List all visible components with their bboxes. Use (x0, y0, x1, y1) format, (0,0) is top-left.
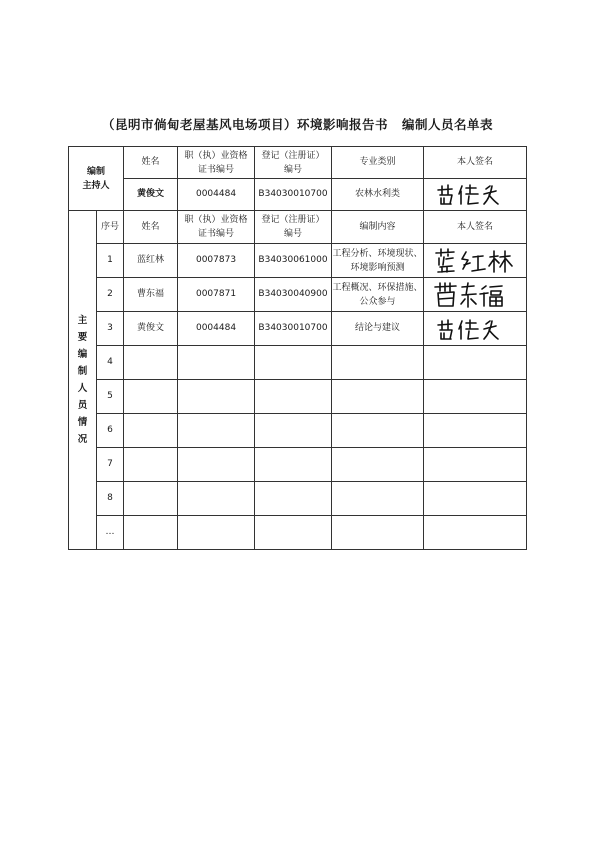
row-reg (255, 448, 332, 482)
row-signature (424, 244, 527, 278)
staff-table (68, 146, 527, 550)
row-seq: 8 (97, 482, 124, 516)
row-reg: B34030061000 (255, 244, 332, 278)
host-header-row (69, 147, 527, 179)
row-content (332, 346, 424, 380)
row-cert (178, 380, 255, 414)
project-title: （昆明市倘甸老屋基风电场项目）环境影响报告书 (101, 117, 388, 132)
row-reg (255, 414, 332, 448)
row-signature (424, 482, 527, 516)
row-name: 蓝红林 (124, 244, 178, 278)
row-content: 工程概况、环保措施、 公众参与 (332, 278, 424, 312)
row-seq: 3 (97, 312, 124, 346)
row-cert (178, 414, 255, 448)
host-section-label: 编制 主持人 (69, 147, 124, 211)
row-cert: 0007873 (178, 244, 255, 278)
row-reg (255, 482, 332, 516)
row-seq: 4 (97, 346, 124, 380)
table-row (69, 380, 527, 414)
row-seq: 5 (97, 380, 124, 414)
row-name (124, 414, 178, 448)
table-row (69, 346, 527, 380)
row-cert (178, 516, 255, 550)
row-seq: 2 (97, 278, 124, 312)
row-name (124, 346, 178, 380)
staff-header-seq: 序号 (97, 211, 124, 244)
host-header-reg: 登记（注册证） 编号 (255, 147, 332, 179)
row-name (124, 482, 178, 516)
table-name: 编制人员名单表 (402, 117, 494, 132)
row-name (124, 448, 178, 482)
row-content (332, 516, 424, 550)
row-content (332, 414, 424, 448)
table-row (69, 516, 527, 550)
row-cert: 0007871 (178, 278, 255, 312)
row-name: 曹东福 (124, 278, 178, 312)
row-signature (424, 278, 527, 312)
staff-header-signature: 本人签名 (424, 211, 527, 244)
row-signature (424, 448, 527, 482)
row-signature (424, 346, 527, 380)
row-cert (178, 482, 255, 516)
table-row (69, 448, 527, 482)
row-content (332, 380, 424, 414)
table-row (69, 414, 527, 448)
host-specialty: 农林水利类 (332, 179, 424, 211)
staff-header-content: 编制内容 (332, 211, 424, 244)
row-content (332, 448, 424, 482)
row-reg: B34030010700 (255, 312, 332, 346)
host-name: 黄俊文 (124, 179, 178, 211)
staff-header-name: 姓名 (124, 211, 178, 244)
row-cert (178, 346, 255, 380)
handwritten-signature-huang (432, 315, 518, 343)
host-header-specialty: 专业类别 (332, 147, 424, 179)
row-seq: 7 (97, 448, 124, 482)
host-reg: B34030010700 (255, 179, 332, 211)
row-signature (424, 414, 527, 448)
document-title (0, 115, 595, 133)
staff-header-cert: 职（执）业资格 证书编号 (178, 211, 255, 244)
row-seq: … (97, 516, 124, 550)
row-cert: 0004484 (178, 312, 255, 346)
row-reg (255, 516, 332, 550)
host-header-name: 姓名 (124, 147, 178, 179)
staff-header-row (69, 211, 527, 244)
row-reg: B34030040900 (255, 278, 332, 312)
row-content: 工程分析、环境现状、 环境影响预测 (332, 244, 424, 278)
staff-section-label: 主 要 编 制 人 员 情 况 (69, 211, 97, 550)
row-signature (424, 312, 527, 346)
row-name (124, 380, 178, 414)
row-reg (255, 346, 332, 380)
staff-header-reg: 登记（注册证） 编号 (255, 211, 332, 244)
row-signature (424, 516, 527, 550)
handwritten-signature-huang (432, 182, 518, 208)
row-name: 黄俊文 (124, 312, 178, 346)
row-signature (424, 380, 527, 414)
host-cert: 0004484 (178, 179, 255, 211)
host-header-signature: 本人签名 (424, 147, 527, 179)
row-content: 结论与建议 (332, 312, 424, 346)
table-row (69, 482, 527, 516)
handwritten-signature-lan (432, 247, 518, 275)
host-row (69, 179, 527, 211)
row-reg (255, 380, 332, 414)
table-row (69, 312, 527, 346)
table-row (69, 278, 527, 312)
row-seq: 6 (97, 414, 124, 448)
row-cert (178, 448, 255, 482)
host-header-cert: 职（执）业资格 证书编号 (178, 147, 255, 179)
row-seq: 1 (97, 244, 124, 278)
host-signature (424, 179, 527, 211)
handwritten-signature-cao (432, 281, 518, 309)
row-name (124, 516, 178, 550)
table-row (69, 244, 527, 278)
row-content (332, 482, 424, 516)
